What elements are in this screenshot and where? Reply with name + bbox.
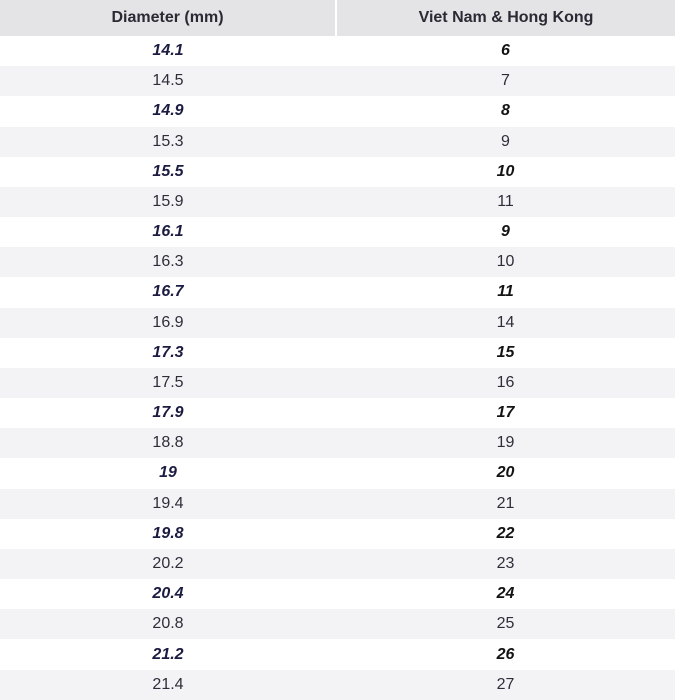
size-cell: 21 — [496, 494, 515, 512]
size-cell: 15 — [496, 343, 515, 361]
table-row — [0, 247, 675, 277]
diameter-cell: 20.4 — [152, 585, 184, 603]
table-row — [0, 519, 675, 549]
table-row — [0, 639, 675, 669]
table-body — [0, 36, 675, 700]
table-row — [0, 338, 675, 368]
diameter-cell: 21.2 — [152, 645, 184, 663]
table-header-row — [0, 0, 675, 36]
diameter-cell: 16.9 — [152, 313, 184, 331]
size-cell: 14 — [496, 313, 515, 331]
diameter-cell: 18.8 — [152, 434, 184, 452]
diameter-cell: 16.7 — [152, 283, 184, 301]
size-cell: 10 — [496, 253, 515, 271]
diameter-cell: 19.8 — [152, 524, 184, 542]
size-cell: 11 — [497, 283, 514, 301]
diameter-cell: 17.9 — [152, 404, 184, 422]
diameter-cell: 19 — [159, 464, 177, 482]
table-row — [0, 127, 675, 157]
table-row — [0, 428, 675, 458]
table-row — [0, 308, 675, 338]
table-row — [0, 277, 675, 307]
size-cell: 19 — [496, 434, 515, 452]
size-cell: 11 — [497, 192, 514, 210]
size-cell: 9 — [501, 223, 510, 241]
diameter-cell: 16.3 — [152, 253, 184, 271]
table-row — [0, 217, 675, 247]
size-cell: 26 — [496, 645, 515, 663]
table-row — [0, 398, 675, 428]
diameter-cell: 14.5 — [152, 72, 184, 90]
diameter-cell: 15.3 — [152, 132, 184, 150]
diameter-cell: 17.3 — [152, 343, 184, 361]
diameter-cell: 16.1 — [152, 223, 184, 241]
column-header-viet-nam-hong-kong: Viet Nam & Hong Kong — [336, 0, 675, 36]
table-row — [0, 549, 675, 579]
diameter-cell: 21.4 — [152, 675, 184, 693]
table-row — [0, 157, 675, 187]
size-cell: 8 — [501, 102, 510, 120]
table-row — [0, 458, 675, 488]
table-row — [0, 96, 675, 126]
size-cell: 23 — [496, 555, 515, 572]
size-cell: 9 — [501, 132, 510, 150]
diameter-cell: 15.9 — [152, 192, 184, 210]
table-row — [0, 66, 675, 96]
size-cell: 10 — [496, 162, 515, 180]
diameter-cell: 19.4 — [152, 494, 184, 512]
table-row — [0, 670, 675, 700]
diameter-cell: 14.9 — [152, 102, 184, 120]
size-cell: 24 — [496, 585, 515, 603]
diameter-cell: 20.2 — [152, 555, 184, 572]
table-row — [0, 36, 675, 66]
diameter-cell: 15.5 — [152, 162, 184, 180]
size-cell: 20 — [496, 464, 515, 482]
table-row — [0, 609, 675, 639]
size-cell: 17 — [496, 404, 515, 422]
column-header-diameter: Diameter (mm) — [0, 0, 336, 36]
table-row — [0, 489, 675, 519]
size-cell: 16 — [496, 373, 515, 391]
diameter-cell: 14.1 — [152, 42, 184, 60]
size-cell: 22 — [496, 524, 515, 542]
size-cell: 27 — [496, 675, 515, 693]
diameter-cell: 20.8 — [152, 615, 184, 633]
table-row — [0, 368, 675, 398]
size-cell: 6 — [501, 42, 510, 60]
size-cell: 25 — [496, 615, 515, 633]
size-cell: 7 — [501, 72, 510, 90]
table-row — [0, 579, 675, 609]
diameter-cell: 17.5 — [152, 373, 184, 391]
table-row — [0, 187, 675, 217]
